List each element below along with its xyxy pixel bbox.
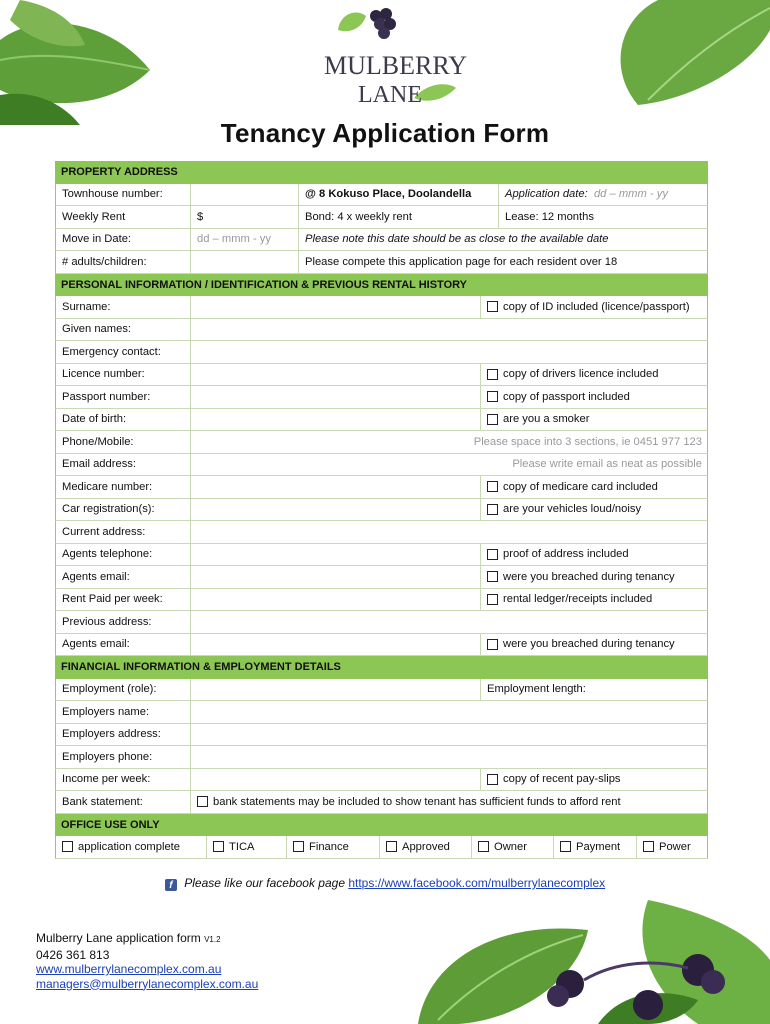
office-payment-checkbox[interactable]: Payment	[553, 836, 636, 858]
id-copy-checkbox[interactable]: copy of ID included (licence/passport)	[480, 296, 709, 318]
row-previous-address: Previous address:	[55, 611, 708, 634]
weekly-rent-input[interactable]: $	[190, 206, 298, 228]
leaf-top-right-illustration	[598, 0, 770, 112]
medicare-copy-checkbox[interactable]: copy of medicare card included	[480, 476, 709, 498]
employer-phone-input[interactable]	[190, 746, 709, 768]
row-emergency: Emergency contact:	[55, 341, 708, 364]
row-agents-email-2: Agents email: were you breached during tenancy	[55, 634, 708, 657]
footer-form-name: Mulberry Lane application form	[36, 931, 201, 945]
dob-input[interactable]	[190, 409, 480, 431]
employer-address-input[interactable]	[190, 724, 709, 746]
income-input[interactable]	[190, 769, 480, 791]
given-names-input[interactable]	[190, 319, 709, 341]
breached-checkbox[interactable]: were you breached during tenancy	[480, 566, 709, 588]
row-agents-telephone: Agents telephone: proof of address included	[55, 544, 708, 567]
townhouse-label: Townhouse number:	[62, 188, 163, 201]
svg-text:MULBERRY: MULBERRY	[324, 51, 468, 80]
row-dob: Date of birth: are you a smoker	[55, 409, 708, 432]
licence-input[interactable]	[190, 364, 480, 386]
row-current-address: Current address:	[55, 521, 708, 544]
employment-length-input[interactable]: Employment length:	[480, 679, 709, 701]
row-passport: Passport number: copy of passport included	[55, 386, 708, 409]
row-licence: Licence number: copy of drivers licence included	[55, 364, 708, 387]
passport-input[interactable]	[190, 386, 480, 408]
row-weekly-rent: Weekly Rent $ Bond: 4 x weekly rent Lease: 12 months	[55, 206, 708, 229]
move-in-note: Please note this date should be as close to the available date	[298, 229, 709, 251]
agents-telephone-input[interactable]	[190, 544, 480, 566]
adults-input[interactable]	[190, 251, 298, 273]
bond-info: Bond: 4 x weekly rent	[298, 206, 498, 228]
row-car: Car registration(s): are your vehicles loud/noisy	[55, 499, 708, 522]
facebook-icon: f	[165, 879, 177, 891]
row-given-names: Given names:	[55, 319, 708, 342]
ledger-checkbox[interactable]: rental ledger/receipts included	[480, 589, 709, 611]
row-move-in: Move in Date: dd – mmm - yy Please note this date should be as close to the available date	[55, 229, 708, 252]
row-medicare: Medicare number: copy of medicare card included	[55, 476, 708, 499]
section-header-office: OFFICE USE ONLY	[55, 814, 708, 837]
lease-info: Lease: 12 months	[498, 206, 709, 228]
phone-input[interactable]: Please space into 3 sections, ie 0451 977 123	[190, 431, 709, 453]
row-employer-address: Employers address:	[55, 724, 708, 747]
footer-version: V1.2	[204, 935, 221, 944]
row-income: Income per week: copy of recent pay-slips	[55, 769, 708, 792]
section-header-personal: PERSONAL INFORMATION / IDENTIFICATION & PREVIOUS RENTAL HISTORY	[55, 274, 708, 297]
vehicles-checkbox[interactable]: are your vehicles loud/noisy	[480, 499, 709, 521]
email-input[interactable]: Please write email as neat as possible	[190, 454, 709, 476]
row-office-use	[55, 836, 708, 859]
row-bank-statement: Bank statement: bank statements may be included to show tenant has sufficient funds to afford rent	[55, 791, 708, 814]
property-address: @ 8 Kokuso Place, Doolandella	[298, 184, 498, 206]
leaf-top-left-illustration	[0, 0, 160, 125]
agents-email-input[interactable]	[190, 566, 480, 588]
section-header-property: PROPERTY ADDRESS	[55, 161, 708, 184]
office-application-complete-checkbox[interactable]: application complete	[56, 836, 206, 858]
section-header-financial: FINANCIAL INFORMATION & EMPLOYMENT DETAILS	[55, 656, 708, 679]
facebook-link[interactable]: https://www.facebook.com/mulberrylanecomplex	[348, 876, 606, 890]
office-power-checkbox[interactable]: Power	[636, 836, 709, 858]
adults-note: Please compete this application page for each resident over 18	[298, 251, 709, 273]
passport-copy-checkbox[interactable]: copy of passport included	[480, 386, 709, 408]
mulberry-lane-logo	[318, 2, 468, 118]
surname-input[interactable]	[190, 296, 480, 318]
row-phone: Phone/Mobile: Please space into 3 sections, ie 0451 977 123	[55, 431, 708, 454]
car-input[interactable]	[190, 499, 480, 521]
facebook-line: f Please like our facebook page https://www.facebook.com/mulberrylanecomplex	[0, 876, 770, 891]
employer-name-input[interactable]	[190, 701, 709, 723]
current-address-input[interactable]	[190, 521, 709, 543]
smoker-checkbox[interactable]: are you a smoker	[480, 409, 709, 431]
payslips-checkbox[interactable]: copy of recent pay-slips	[480, 769, 709, 791]
footer-website-link[interactable]: www.mulberrylanecomplex.com.au	[36, 962, 222, 976]
footer-contact	[36, 931, 258, 991]
bank-statement-checkbox[interactable]: bank statements may be included to show tenant has sufficient funds to afford rent	[190, 791, 709, 813]
footer-phone: 0426 361 813	[36, 947, 110, 962]
row-employer-name: Employers name:	[55, 701, 708, 724]
row-adults: # adults/children: Please compete this application page for each resident over 18	[55, 251, 708, 274]
office-tica-checkbox[interactable]: TICA	[206, 836, 286, 858]
move-in-date-input[interactable]: dd – mmm - yy	[190, 229, 298, 251]
previous-address-input[interactable]	[190, 611, 709, 633]
svg-text:LANE: LANE	[358, 82, 422, 108]
office-owner-checkbox[interactable]: Owner	[471, 836, 553, 858]
office-approved-checkbox[interactable]: Approved	[379, 836, 471, 858]
row-employment: Employment (role): Employment length:	[55, 679, 708, 702]
application-date-field[interactable]: Application date: dd – mmm - yy	[498, 184, 709, 206]
page-title: Tenancy Application Form	[220, 118, 550, 148]
proof-address-checkbox[interactable]: proof of address included	[480, 544, 709, 566]
employment-input[interactable]	[190, 679, 480, 701]
medicare-input[interactable]	[190, 476, 480, 498]
rent-paid-input[interactable]	[190, 589, 480, 611]
licence-copy-checkbox[interactable]: copy of drivers licence included	[480, 364, 709, 386]
row-surname: Surname: copy of ID included (licence/passport)	[55, 296, 708, 319]
emergency-contact-input[interactable]	[190, 341, 709, 363]
breached-2-checkbox[interactable]: were you breached during tenancy	[480, 634, 709, 656]
office-finance-checkbox[interactable]: Finance	[286, 836, 379, 858]
row-townhouse	[55, 184, 708, 207]
footer-email-link[interactable]: managers@mulberrylanecomplex.com.au	[36, 976, 259, 991]
row-agents-email: Agents email: were you breached during tenancy	[55, 566, 708, 589]
leaf-bottom-right-illustration	[398, 900, 770, 1024]
row-employer-phone: Employers phone:	[55, 746, 708, 769]
application-form	[55, 161, 708, 859]
row-email: Email address: Please write email as neat as possible	[55, 454, 708, 477]
agents-email-2-input[interactable]	[190, 634, 480, 656]
townhouse-input[interactable]	[190, 184, 298, 206]
row-rent-paid: Rent Paid per week: rental ledger/receipts included	[55, 589, 708, 612]
